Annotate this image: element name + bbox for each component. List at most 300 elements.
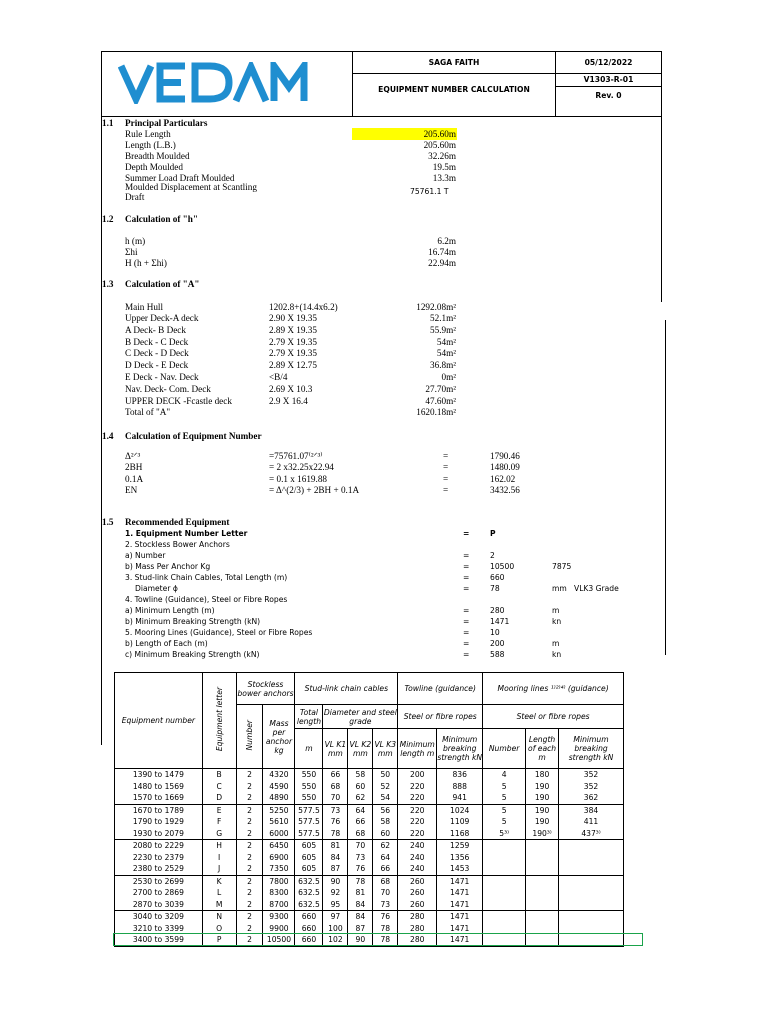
table-cell: 260	[398, 875, 437, 887]
row-extra: mm	[552, 584, 567, 593]
row-value: 78	[490, 584, 500, 593]
table-cell: 54	[373, 792, 398, 804]
table-cell: 6900	[263, 852, 295, 864]
row-value: 3432.56	[490, 485, 520, 495]
table-cell: 2	[236, 769, 263, 781]
table-cell: 1109	[437, 816, 483, 828]
table-cell: 7350	[263, 863, 295, 875]
table-cell: 240	[398, 852, 437, 864]
row-eq: =	[443, 451, 449, 461]
table-cell: 2	[236, 840, 263, 852]
table-cell: J	[202, 863, 236, 875]
selected-row-outline	[113, 933, 643, 946]
table-cell: 8300	[263, 887, 295, 899]
table-cell: 58	[373, 816, 398, 828]
table-cell: 5³⁾	[483, 828, 526, 840]
table-cell: 87	[348, 923, 373, 935]
row-label: b) Minimum Breaking Strength (kN)	[125, 617, 261, 626]
row-value: 162.02	[490, 474, 516, 484]
table-cell: 66	[323, 769, 348, 781]
col-equipment-letter: Equipment letter	[202, 673, 236, 769]
table-cell: 1471	[437, 923, 483, 935]
table-cell: 10500	[263, 934, 295, 946]
table-cell: 56	[373, 804, 398, 816]
table-cell: 1471	[437, 899, 483, 911]
project-name: SAGA FAITH	[428, 58, 480, 67]
table-row	[115, 863, 624, 875]
table-cell: G	[202, 828, 236, 840]
table-cell: 180	[526, 769, 559, 781]
row-label: 0.1A	[125, 474, 144, 484]
table-row	[115, 911, 624, 923]
table-row	[115, 769, 624, 781]
table-cell: 605	[295, 863, 323, 875]
table-cell: 2	[236, 781, 263, 793]
table-cell: 550	[295, 781, 323, 793]
row-label: Upper Deck-A deck	[125, 313, 199, 323]
table-cell: 660	[295, 934, 323, 946]
table-cell: 64	[348, 804, 373, 816]
row-label: Nav. Deck- Com. Deck	[125, 384, 211, 394]
table-cell: 632.5	[295, 899, 323, 911]
table-cell: 97	[323, 911, 348, 923]
section-title: Calculation of "h"	[125, 214, 198, 224]
col-towline: Towline (guidance)	[398, 673, 483, 705]
col-mooring: Mooring lines ¹⁾²⁾⁴⁾ (guidance)	[483, 673, 624, 705]
row-label: h (m)	[125, 236, 146, 246]
row-formula: = Δ^(2/3) + 2BH + 0.1A	[269, 485, 360, 495]
row-value: 205.60m	[423, 129, 456, 139]
table-cell: 4320	[263, 769, 295, 781]
table-cell: 68	[373, 875, 398, 887]
table-cell: 220	[398, 816, 437, 828]
table-cell: 1790 to 1929	[115, 816, 203, 828]
table-cell: 92	[323, 887, 348, 899]
row-label: D Deck - E Deck	[125, 360, 189, 370]
table-cell: 1930 to 2079	[115, 828, 203, 840]
row-extra: kn	[552, 650, 562, 659]
table-cell: 64	[373, 852, 398, 864]
row-eq: =	[463, 617, 470, 626]
table-cell: 190	[526, 792, 559, 804]
row-formula: <B/4	[269, 372, 288, 382]
col-vlk2: VL K2 mm	[348, 729, 373, 769]
table-cell	[526, 887, 559, 899]
table-cell: 240	[398, 840, 437, 852]
row-value: 660	[490, 573, 505, 582]
table-cell: 78	[373, 923, 398, 935]
table-row	[115, 852, 624, 864]
row-value: 10	[490, 628, 500, 637]
table-cell: 60	[348, 781, 373, 793]
row-value: 27.70m²	[425, 384, 456, 394]
section-number: 1.3	[102, 279, 114, 289]
row-label: E Deck - Nav. Deck	[125, 372, 199, 382]
section-title: Principal Particulars	[125, 118, 208, 128]
table-cell: 220	[398, 828, 437, 840]
row-value: 16.74m	[428, 247, 456, 257]
table-cell	[526, 840, 559, 852]
row-value: 1292.08m²	[416, 302, 456, 312]
table-row	[115, 804, 624, 816]
table-cell: 2	[236, 816, 263, 828]
row-value: 36.8m²	[430, 360, 456, 370]
table-cell: B	[202, 769, 236, 781]
table-cell: 4	[483, 769, 526, 781]
row-value: 1480.09	[490, 462, 520, 472]
table-cell	[559, 863, 624, 875]
table-cell: 550	[295, 769, 323, 781]
section-number: 1.1	[102, 118, 114, 128]
row-label: Moulded Displacement at Scantling	[125, 182, 257, 192]
row-eq: =	[463, 584, 470, 593]
row-value: 2	[490, 551, 495, 560]
table-cell: 2230 to 2379	[115, 852, 203, 864]
table-cell: 3040 to 3209	[115, 911, 203, 923]
table-cell	[559, 887, 624, 899]
table-cell: 1471	[437, 934, 483, 946]
table-cell: 632.5	[295, 887, 323, 899]
row-eq: =	[463, 606, 470, 615]
row-formula: 1202.8+(14.4x6.2)	[269, 302, 338, 312]
table-cell: 1390 to 1479	[115, 769, 203, 781]
row-formula: =75761.07⁽²ᐟ³⁾	[269, 451, 323, 461]
row-label: Length (L.B.)	[125, 140, 176, 150]
table-cell	[483, 887, 526, 899]
table-cell: 1670 to 1789	[115, 804, 203, 816]
table-cell: 66	[373, 863, 398, 875]
table-cell: 78	[348, 875, 373, 887]
table-cell: 660	[295, 923, 323, 935]
table-cell: 1471	[437, 911, 483, 923]
section-number: 1.2	[102, 214, 114, 224]
row-label: Main Hull	[125, 302, 164, 312]
table-cell: 2380 to 2529	[115, 863, 203, 875]
row-value: 54m²	[436, 337, 456, 347]
row-value: 280	[490, 606, 505, 615]
table-cell: I	[202, 852, 236, 864]
table-cell: 2	[236, 863, 263, 875]
table-cell: 5	[483, 781, 526, 793]
row-formula: = 2 x32.25x22.94	[269, 462, 334, 472]
table-cell: 76	[373, 911, 398, 923]
table-cell: F	[202, 816, 236, 828]
row-label: Breadth Moulded	[125, 151, 190, 161]
vedam-logo-graphic	[118, 62, 308, 104]
table-cell: 100	[323, 923, 348, 935]
table-cell: 5610	[263, 816, 295, 828]
table-cell: 2700 to 2869	[115, 887, 203, 899]
table-cell: 836	[437, 769, 483, 781]
revision: Rev. 0	[595, 91, 622, 100]
table-row	[115, 828, 624, 840]
row-value: 52.1m²	[430, 313, 456, 323]
table-cell: 240	[398, 863, 437, 875]
row-label: Diameter ϕ	[135, 584, 178, 593]
row-label: B Deck - C Deck	[125, 337, 189, 347]
table-cell: 95	[323, 899, 348, 911]
table-cell: 1471	[437, 887, 483, 899]
col-anchors: Stockless bower anchors	[236, 673, 295, 705]
row-label: a) Minimum Length (m)	[125, 606, 215, 615]
table-cell: 362	[559, 792, 624, 804]
table-cell: N	[202, 911, 236, 923]
row-formula: = 0.1 x 1619.88	[269, 474, 328, 484]
row-value: 75761.1 T	[410, 187, 449, 196]
row-label: c) Minimum Breaking Strength (kN)	[125, 650, 260, 659]
section-title: Recommended Equipment	[125, 517, 230, 527]
table-cell: 605	[295, 840, 323, 852]
row-value: 1471	[490, 617, 510, 626]
table-cell	[483, 852, 526, 864]
table-cell: 5	[483, 816, 526, 828]
row-label: Σhi	[125, 247, 138, 257]
table-cell: 52	[373, 781, 398, 793]
table-cell: K	[202, 875, 236, 887]
table-cell: 280	[398, 911, 437, 923]
row-eq: =	[463, 639, 470, 648]
table-cell: 5	[483, 804, 526, 816]
table-cell: 9900	[263, 923, 295, 935]
table-cell: E	[202, 804, 236, 816]
table-cell: 632.5	[295, 875, 323, 887]
table-cell: 66	[348, 816, 373, 828]
row-eq: =	[463, 573, 470, 582]
doc-title: EQUIPMENT NUMBER CALCULATION	[378, 85, 530, 94]
table-cell	[483, 899, 526, 911]
row-label: Depth Moulded	[125, 162, 183, 172]
table-cell	[483, 863, 526, 875]
col-steel-fibre-tow: Steel or fibre ropes	[398, 705, 483, 729]
table-cell: 941	[437, 792, 483, 804]
row-eq: =	[443, 462, 449, 472]
table-cell: 68	[323, 781, 348, 793]
row-value: 205.60m	[423, 140, 456, 150]
row-label: A Deck- B Deck	[125, 325, 186, 335]
table-cell: 60	[373, 828, 398, 840]
row-formula: 2.79 X 19.35	[269, 337, 317, 347]
table-cell: 1024	[437, 804, 483, 816]
table-cell: 73	[373, 899, 398, 911]
table-cell: 70	[373, 887, 398, 899]
row-eq: =	[443, 474, 449, 484]
col-mass: Mass per anchor kg	[263, 705, 295, 769]
row-value: 55.9m²	[430, 325, 456, 335]
table-cell: 5	[483, 792, 526, 804]
section-number: 1.4	[102, 431, 114, 441]
table-cell: H	[202, 840, 236, 852]
table-cell: 280	[398, 923, 437, 935]
table-cell: 384	[559, 804, 624, 816]
table-cell: 90	[323, 875, 348, 887]
row-label: 1. Equipment Number Letter	[125, 529, 248, 538]
row-value: 54m²	[436, 348, 456, 358]
row-label: Rule Length	[125, 129, 171, 139]
row-eq: =	[463, 529, 470, 538]
table-cell: P	[202, 934, 236, 946]
table-cell: 352	[559, 781, 624, 793]
table-cell	[559, 899, 624, 911]
table-cell: 190	[526, 816, 559, 828]
table-cell: 2	[236, 852, 263, 864]
row-eq: =	[463, 650, 470, 659]
row-formula: 2.90 X 19.35	[269, 313, 317, 323]
table-cell: 68	[348, 828, 373, 840]
table-cell: 1570 to 1669	[115, 792, 203, 804]
table-row	[115, 875, 624, 887]
row-value: 13.3m	[432, 173, 456, 183]
table-cell: 1453	[437, 863, 483, 875]
row-value: P	[490, 529, 496, 538]
table-cell: 8700	[263, 899, 295, 911]
table-cell	[483, 875, 526, 887]
table-cell: 73	[323, 804, 348, 816]
table-cell: 2	[236, 792, 263, 804]
row-formula: 2.69 X 10.3	[269, 384, 313, 394]
table-cell: 78	[373, 934, 398, 946]
right-border-top	[661, 117, 662, 302]
table-cell: 70	[348, 840, 373, 852]
table-row	[115, 781, 624, 793]
table-row	[115, 816, 624, 828]
table-cell: 220	[398, 781, 437, 793]
table-cell: 9300	[263, 911, 295, 923]
row-label: Δ²ᐟ³	[125, 451, 141, 461]
table-cell: 102	[323, 934, 348, 946]
col-equipment-number: Equipment number	[115, 673, 203, 769]
col-steel-fibre-moor: Steel or fibre ropes	[483, 705, 624, 729]
table-cell: 220	[398, 792, 437, 804]
table-cell	[559, 852, 624, 864]
table-cell: 2	[236, 804, 263, 816]
table-cell: 70	[323, 792, 348, 804]
row-label: b) Length of Each (m)	[125, 639, 208, 648]
row-formula: 2.89 X 12.75	[269, 360, 317, 370]
row-label: H (h + Σhi)	[125, 258, 167, 268]
table-cell: 6450	[263, 840, 295, 852]
table-cell	[559, 840, 624, 852]
table-cell: D	[202, 792, 236, 804]
table-cell: 4890	[263, 792, 295, 804]
table-cell: 84	[348, 911, 373, 923]
row-label: 4. Towline (Guidance), Steel or Fibre Ropes	[125, 595, 288, 604]
table-cell: 7800	[263, 875, 295, 887]
table-cell: 76	[323, 816, 348, 828]
row-label: EN	[125, 485, 138, 495]
section-title: Calculation of Equipment Number	[125, 431, 262, 441]
table-cell: 660	[295, 911, 323, 923]
col-vlk1: VL K1 mm	[323, 729, 348, 769]
col-moor-breaking: Minimum breaking strength kN	[559, 729, 624, 769]
row-label: UPPER DECK -Fcastle deck	[125, 396, 232, 406]
table-cell: 260	[398, 887, 437, 899]
table-cell: 1356	[437, 852, 483, 864]
table-cell: 280	[398, 934, 437, 946]
row-formula: 2.79 X 19.35	[269, 348, 317, 358]
row-label: 2BH	[125, 462, 143, 472]
col-anchor-number: Number	[236, 705, 263, 769]
table-cell: 73	[348, 852, 373, 864]
table-cell: 3400 to 3599	[115, 934, 203, 946]
table-cell	[526, 852, 559, 864]
table-cell: 2	[236, 887, 263, 899]
row-label: 5. Mooring Lines (Guidance), Steel or Fibre Ropes	[125, 628, 313, 637]
table-cell: 78	[323, 828, 348, 840]
row-eq: =	[463, 551, 470, 560]
col-chain-cables: Stud-link chain cables	[295, 673, 398, 705]
table-cell: 888	[437, 781, 483, 793]
col-moor-length: Length of each m	[526, 729, 559, 769]
table-row	[115, 887, 624, 899]
table-cell: 190³⁾	[526, 828, 559, 840]
table-cell: 2	[236, 934, 263, 946]
row-eq: =	[443, 485, 449, 495]
row-extra: m	[552, 606, 560, 615]
table-cell: O	[202, 923, 236, 935]
row-value: 19.5m	[432, 162, 456, 172]
table-cell	[526, 899, 559, 911]
table-cell: 50	[373, 769, 398, 781]
row-label: 3. Stud-link Chain Cables, Total Length (m)	[125, 573, 288, 582]
table-cell: 87	[323, 863, 348, 875]
table-cell: 550	[295, 792, 323, 804]
table-cell: 2	[236, 923, 263, 935]
table-cell: 411	[559, 816, 624, 828]
table-cell: L	[202, 887, 236, 899]
row-label: a) Number	[125, 551, 166, 560]
table-cell: 5250	[263, 804, 295, 816]
row-label-cont: Draft	[125, 192, 145, 202]
table-cell: 2	[236, 899, 263, 911]
table-cell: 90	[348, 934, 373, 946]
row-unit: VLK3 Grade	[574, 584, 619, 593]
table-cell: M	[202, 899, 236, 911]
table-cell: 577.5	[295, 816, 323, 828]
row-value: 1790.46	[490, 451, 520, 461]
table-cell: 4590	[263, 781, 295, 793]
table-cell	[483, 840, 526, 852]
table-cell: 190	[526, 781, 559, 793]
table-cell: 84	[323, 852, 348, 864]
table-cell: 2	[236, 911, 263, 923]
row-value: 1620.18m²	[416, 407, 456, 417]
table-cell: 2530 to 2699	[115, 875, 203, 887]
table-row	[115, 840, 624, 852]
col-min-length: Minimum length m	[398, 729, 437, 769]
col-moor-number: Number	[483, 729, 526, 769]
table-cell: 1168	[437, 828, 483, 840]
row-value: 200	[490, 639, 505, 648]
row-label: b) Mass Per Anchor Kg	[125, 562, 211, 571]
table-cell	[526, 875, 559, 887]
row-value: 32.26m	[428, 151, 456, 161]
table-cell: 437³⁾	[559, 828, 624, 840]
table-cell: 2080 to 2229	[115, 840, 203, 852]
row-eq: =	[463, 628, 470, 637]
table-cell: 62	[348, 792, 373, 804]
table-cell: 58	[348, 769, 373, 781]
table-cell	[526, 911, 559, 923]
equipment-table	[114, 672, 624, 947]
col-min-breaking: Minimum breaking strength kN	[437, 729, 483, 769]
table-cell: 2	[236, 875, 263, 887]
table-cell: 81	[323, 840, 348, 852]
table-cell: 352	[559, 769, 624, 781]
table-cell: C	[202, 781, 236, 793]
table-cell: 84	[348, 899, 373, 911]
table-cell: 260	[398, 899, 437, 911]
table-cell: 76	[348, 863, 373, 875]
